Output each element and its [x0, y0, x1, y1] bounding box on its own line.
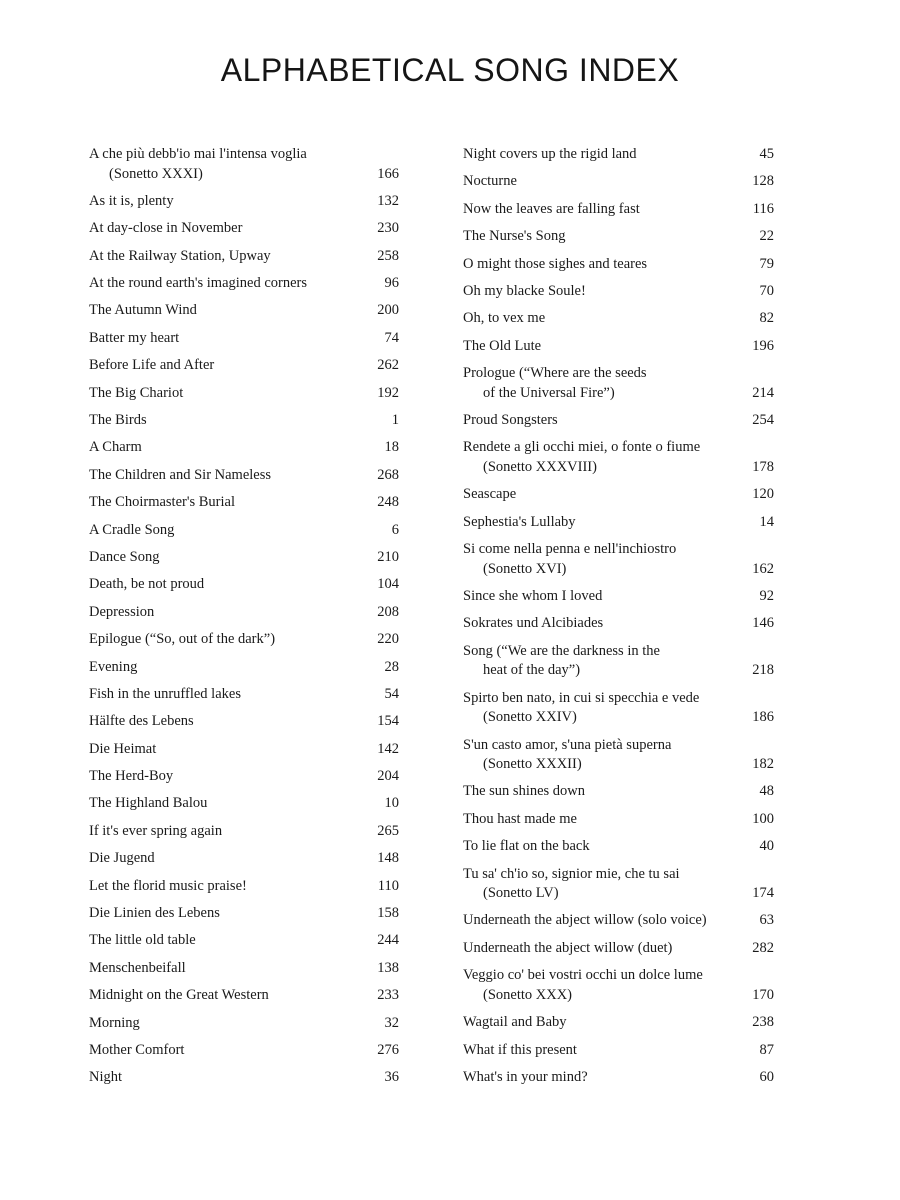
page-number: 79: [759, 255, 774, 272]
page-number: 1: [391, 412, 399, 429]
song-title: [463, 255, 655, 275]
song-title-line: The Birds: [89, 412, 147, 429]
song-title: [89, 575, 212, 595]
page-number: 87: [759, 1041, 774, 1058]
index-entry: [463, 939, 774, 959]
page-title: ALPHABETICAL SONG INDEX: [220, 52, 680, 88]
page-number: 148: [377, 850, 399, 867]
index-entry: [89, 740, 399, 760]
index-entry: [89, 384, 399, 404]
index-entry: [89, 548, 399, 568]
song-title: [89, 384, 191, 404]
page-number: 104: [377, 576, 399, 593]
song-title-line: The Nurse's Song: [463, 228, 566, 245]
song-title: [463, 364, 655, 403]
index-entry: [89, 603, 399, 623]
song-title: [89, 959, 194, 979]
page-number: 14: [759, 513, 774, 530]
song-title: [89, 849, 163, 869]
song-title-line: O might those sighes and teares: [463, 255, 648, 272]
index-entry: [89, 904, 399, 924]
song-title: [89, 493, 243, 513]
song-title-line: Song (“We are the darkness in the: [463, 642, 660, 659]
index-entry: [89, 192, 399, 212]
song-title-continuation: (Sonetto XXXII): [483, 756, 582, 773]
index-entry: [89, 822, 399, 842]
page-number: 244: [377, 932, 399, 949]
index-entry: [463, 309, 774, 329]
index-entry: [463, 587, 774, 607]
song-title-line: Night covers up the rigid land: [463, 146, 637, 162]
song-title-continuation: of the Universal Fire”): [483, 384, 615, 401]
song-title-line: Rendete a gli occhi miei, o fonte o fiume: [463, 439, 701, 456]
index-entry: [463, 614, 774, 634]
page-number: 265: [377, 822, 399, 839]
song-title: [89, 931, 204, 951]
page-number: 166: [377, 165, 399, 182]
song-title: [463, 513, 584, 533]
song-title: [89, 548, 167, 568]
index-entry: [463, 255, 774, 275]
page-number: 248: [377, 494, 399, 511]
index-entry: [89, 767, 399, 787]
page-number: 142: [377, 740, 399, 757]
song-title-line: Prologue (“Where are the seeds: [463, 365, 647, 382]
index-entry: [89, 849, 399, 869]
page-number: 60: [759, 1068, 774, 1085]
song-title-line: S'un casto amor, s'una pietà superna: [463, 736, 672, 753]
song-title-line: Batter my heart: [89, 329, 180, 346]
song-title: [463, 782, 593, 802]
song-title: [89, 685, 249, 705]
song-title-continuation: (Sonetto XXIV): [483, 709, 577, 726]
song-title: [463, 1041, 585, 1061]
index-entry: [463, 172, 774, 192]
index-entry: [89, 1014, 399, 1034]
page-number: 210: [377, 548, 399, 565]
index-entry: [89, 959, 399, 979]
song-title: [463, 810, 585, 830]
page-number: 96: [384, 275, 399, 292]
song-title-line: Die Linien des Lebens: [89, 905, 220, 922]
song-title-line: Sephestia's Lullaby: [463, 513, 576, 530]
page-number: 36: [384, 1069, 399, 1086]
song-title: [89, 1014, 148, 1034]
song-title-continuation: heat of the day”): [483, 662, 581, 679]
page-number: 186: [752, 709, 774, 726]
index-entry: [89, 630, 399, 650]
index-entry: [89, 521, 399, 541]
song-title-line: Midnight on the Great Western: [89, 987, 269, 1004]
page-number: 258: [377, 247, 399, 264]
index-entry: [463, 782, 774, 802]
song-title: [463, 642, 668, 681]
song-title-continuation: (Sonetto XVI): [483, 560, 567, 577]
index-entry: [463, 1041, 774, 1061]
song-title-line: Nocturne: [463, 173, 517, 190]
song-title: [89, 192, 182, 212]
song-title: [89, 247, 279, 267]
song-title-line: Morning: [89, 1014, 140, 1031]
index-entry: [463, 227, 774, 247]
song-title-line: Let the florid music praise!: [89, 877, 247, 894]
song-title-line: Depression: [89, 603, 155, 620]
page-number: 192: [377, 384, 399, 401]
page-number: 196: [752, 337, 774, 354]
page-number: 100: [752, 810, 774, 827]
song-title-line: Sokrates und Alcibiades: [463, 615, 604, 632]
index-entry: [89, 247, 399, 267]
index-entry: [463, 337, 774, 357]
song-title-line: A che più debb'io mai l'intensa voglia: [89, 146, 307, 162]
index-entry: [89, 329, 399, 349]
index-entry: [463, 200, 774, 220]
song-title: [89, 986, 277, 1006]
page-number: 10: [384, 795, 399, 812]
song-title-line: Die Heimat: [89, 740, 157, 757]
index-entry: [463, 411, 774, 431]
song-title: [89, 466, 279, 486]
song-title: [463, 1013, 575, 1033]
song-title: [89, 521, 182, 541]
song-title-line: Veggio co' bei vostri occhi un dolce lume: [463, 967, 703, 984]
index-entry: [463, 810, 774, 830]
song-title-line: Si come nella penna e nell'inchiostro: [463, 541, 677, 558]
song-title-line: The Big Chariot: [89, 384, 184, 401]
song-title: [89, 438, 150, 458]
song-title-line: Since she whom I loved: [463, 587, 603, 604]
song-title: [89, 219, 250, 239]
song-title-line: Dance Song: [89, 548, 160, 565]
song-title-line: At day-close in November: [89, 220, 243, 237]
page-number: 120: [752, 486, 774, 503]
song-title: [89, 356, 222, 376]
song-title-line: What if this present: [463, 1041, 577, 1058]
index-column-left: [89, 145, 399, 1096]
song-title-line: If it's ever spring again: [89, 822, 223, 839]
song-title-line: Fish in the unruffled lakes: [89, 685, 241, 702]
song-title: [89, 329, 187, 349]
song-title-line: The sun shines down: [463, 783, 586, 800]
song-title-line: Now the leaves are falling fast: [463, 200, 640, 217]
song-title: [463, 837, 598, 857]
song-title: [463, 145, 645, 165]
index-entry: [89, 1068, 399, 1088]
song-title: [89, 712, 202, 732]
song-title: [463, 614, 611, 634]
song-title-line: Mother Comfort: [89, 1042, 185, 1058]
page-number: 282: [752, 939, 774, 956]
page-number: 18: [384, 439, 399, 456]
song-title-line: Evening: [89, 658, 138, 675]
index-entry: [89, 274, 399, 294]
song-title: [89, 877, 255, 897]
page-number: 178: [752, 458, 774, 475]
index-entry: [463, 966, 774, 1005]
song-title-line: The Herd-Boy: [89, 768, 174, 785]
song-title-continuation: (Sonetto XXX): [483, 986, 573, 1003]
index-entry: [89, 658, 399, 678]
song-title-line: Seascape: [463, 486, 517, 503]
page-number: 110: [377, 877, 399, 894]
song-title-line: Night: [89, 1069, 123, 1086]
index-entry: [463, 438, 774, 477]
song-title-line: At the Railway Station, Upway: [89, 247, 271, 264]
page-number: 154: [377, 713, 399, 730]
song-title: [89, 301, 205, 321]
song-title-line: The Old Lute: [463, 337, 542, 354]
song-title: [89, 822, 230, 842]
index-entry: [89, 301, 399, 321]
song-title: [89, 740, 164, 760]
song-title: [463, 411, 566, 431]
page-number: 6: [391, 521, 399, 538]
index-entry: [89, 411, 399, 431]
page-number: 233: [377, 987, 399, 1004]
song-title: [463, 865, 688, 904]
song-title-line: Menschenbeifall: [89, 959, 186, 976]
song-title-line: Die Jugend: [89, 850, 155, 867]
song-title-line: Hälfte des Lebens: [89, 713, 194, 730]
index-entry: [463, 540, 774, 579]
index-entry: [89, 1041, 399, 1061]
page-number: 128: [752, 173, 774, 190]
song-title-line: The Children and Sir Nameless: [89, 466, 272, 483]
song-title-line: Thou hast made me: [463, 810, 577, 827]
index-column-right: [463, 145, 774, 1095]
page-number: 276: [377, 1042, 399, 1058]
index-entry: [89, 219, 399, 239]
index-entry: [89, 794, 399, 814]
song-title-line: The Choirmaster's Burial: [89, 494, 235, 511]
page-number: 32: [384, 1014, 399, 1031]
page-number: 214: [752, 384, 774, 401]
song-title-line: The Autumn Wind: [89, 302, 197, 319]
index-entry: [463, 1068, 774, 1088]
song-title: [463, 911, 715, 931]
index-entry: [463, 837, 774, 857]
page-number: 182: [752, 756, 774, 773]
index-entry: [463, 485, 774, 505]
index-entry: [89, 986, 399, 1006]
page-number: 268: [377, 466, 399, 483]
song-title: [89, 794, 215, 814]
index-entry: [463, 865, 774, 904]
page-number: 63: [759, 912, 774, 929]
song-title: [89, 1068, 130, 1088]
song-title: [463, 337, 549, 357]
index-entry: [463, 642, 774, 681]
song-title-line: Oh my blacke Soule!: [463, 282, 586, 299]
song-title-line: Underneath the abject willow (duet): [463, 939, 673, 956]
index-entry: [89, 438, 399, 458]
song-title: [463, 438, 708, 477]
page-number: 146: [752, 615, 774, 632]
index-entry: [89, 145, 399, 184]
song-title: [89, 658, 145, 678]
index-entry: [463, 282, 774, 302]
song-title: [463, 939, 680, 959]
song-title: [89, 274, 315, 294]
page-number: 48: [759, 783, 774, 800]
song-title-line: At the round earth's imagined corners: [89, 275, 308, 292]
index-entry: [89, 356, 399, 376]
song-title-line: Before Life and After: [89, 357, 215, 374]
song-title: [463, 282, 594, 302]
song-title-line: Spirto ben nato, in cui si specchia e vede: [463, 689, 700, 706]
song-title: [89, 1041, 192, 1061]
page-number: 204: [377, 768, 399, 785]
index-entry: [89, 877, 399, 897]
song-title-line: The little old table: [89, 932, 196, 949]
page-number: 70: [759, 282, 774, 299]
index-entry: [463, 689, 774, 728]
song-title-continuation: (Sonetto XXXVIII): [483, 458, 597, 475]
song-title-line: A Cradle Song: [89, 521, 175, 538]
song-title-line: Tu sa' ch'io so, signior mie, che tu sai: [463, 865, 680, 882]
song-title-line: Oh, to vex me: [463, 310, 546, 327]
song-title-line: As it is, plenty: [89, 192, 174, 209]
song-title: [89, 767, 181, 787]
page-number: 218: [752, 662, 774, 679]
page-number: 74: [384, 329, 399, 346]
song-title-line: To lie flat on the back: [463, 838, 590, 855]
page-number: 158: [377, 905, 399, 922]
song-title-line: Wagtail and Baby: [463, 1014, 567, 1031]
page-number: 254: [752, 412, 774, 429]
page-number: 92: [759, 587, 774, 604]
song-title: [463, 966, 711, 1005]
page-number: 238: [752, 1014, 774, 1031]
page-number: 22: [759, 228, 774, 245]
song-title-line: A Charm: [89, 439, 142, 456]
index-entry: [89, 493, 399, 513]
song-title: [89, 411, 155, 431]
song-title: [463, 227, 574, 247]
song-title-line: The Highland Balou: [89, 795, 208, 812]
page-number: 54: [384, 685, 399, 702]
song-title-line: Death, be not proud: [89, 576, 205, 593]
song-title-line: Proud Songsters: [463, 412, 558, 429]
song-title: [463, 485, 524, 505]
song-title-line: Epilogue (“So, out of the dark”): [89, 631, 276, 648]
song-title-continuation: (Sonetto LV): [483, 885, 559, 902]
song-title: [463, 689, 707, 728]
page-number: 170: [752, 986, 774, 1003]
index-entry: [89, 712, 399, 732]
song-title: [463, 309, 553, 329]
index-entry: [89, 931, 399, 951]
index-entry: [89, 575, 399, 595]
index-entry: [463, 145, 774, 165]
index-entry: [463, 1013, 774, 1033]
page-number: 28: [384, 658, 399, 675]
song-title: [89, 603, 162, 623]
page-number: 138: [377, 959, 399, 976]
song-title: [463, 200, 648, 220]
index-entry: [463, 736, 774, 775]
song-title: [463, 587, 610, 607]
page-number: 45: [759, 146, 774, 162]
song-title: [463, 736, 679, 775]
song-title-continuation: (Sonetto XXXI): [109, 165, 203, 182]
index-entry: [463, 513, 774, 533]
song-title-line: Underneath the abject willow (solo voice): [463, 912, 707, 929]
song-title: [89, 904, 228, 924]
index-entry: [89, 685, 399, 705]
index-entry: [463, 364, 774, 403]
page-number: 208: [377, 603, 399, 620]
song-title: [463, 540, 684, 579]
page-number: 82: [759, 310, 774, 327]
page-number: 162: [752, 560, 774, 577]
page-number: 40: [759, 838, 774, 855]
page-number: 220: [377, 631, 399, 648]
song-title: [89, 145, 315, 184]
page-number: 116: [752, 200, 774, 217]
page-number: 200: [377, 302, 399, 319]
song-title: [463, 172, 525, 192]
page-number: 132: [377, 192, 399, 209]
song-title-line: What's in your mind?: [463, 1068, 588, 1085]
index-entry: [463, 911, 774, 931]
page-number: 174: [752, 885, 774, 902]
song-title: [463, 1068, 596, 1088]
index-entry: [89, 466, 399, 486]
song-title: [89, 630, 283, 650]
page-number: 230: [377, 220, 399, 237]
page-number: 262: [377, 357, 399, 374]
